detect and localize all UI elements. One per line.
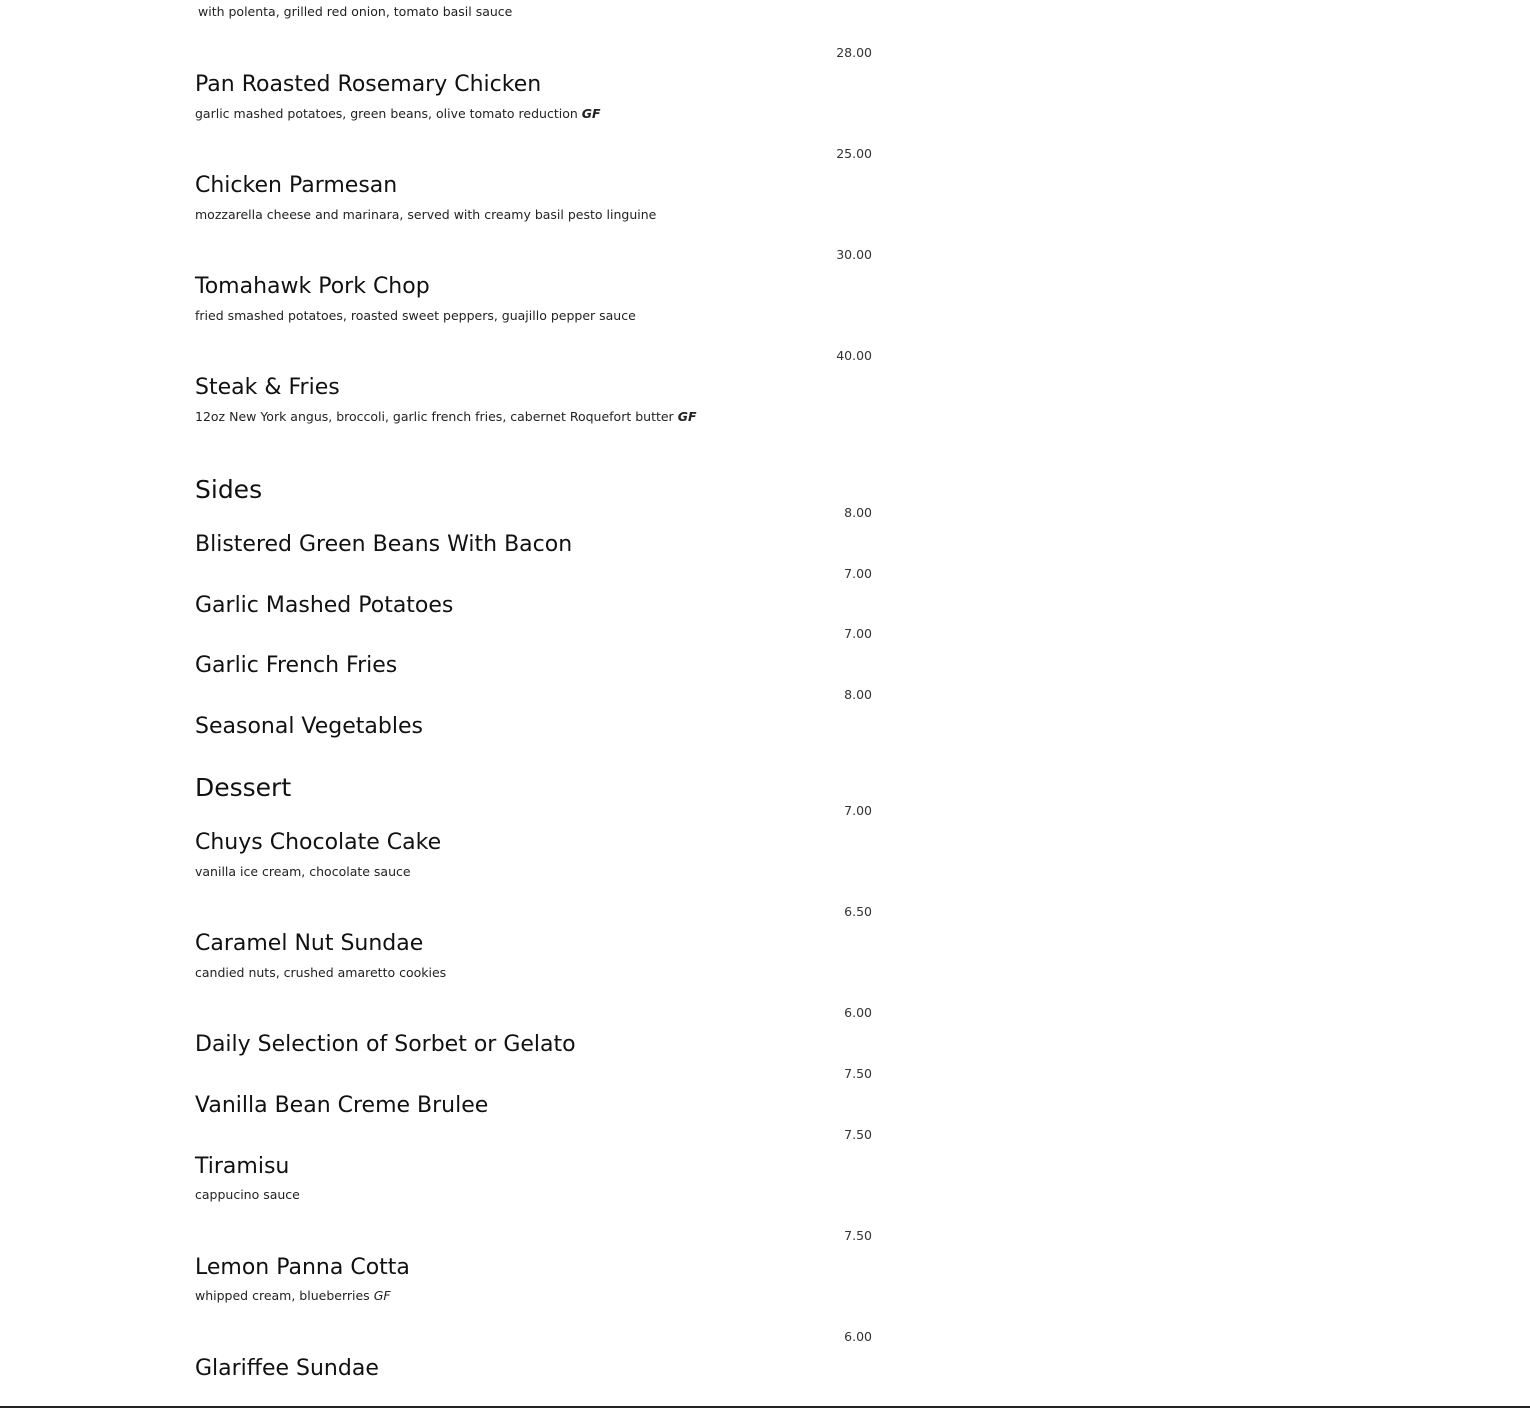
item-description: garlic mashed potatoes, green beans, olive tomato reduction GF [195,106,601,121]
item-price: 8.00 [844,505,872,520]
item-description: whipped cream, blueberries GF [195,1288,391,1303]
item-price: 7.00 [844,803,872,818]
carryover-item-description: with polenta, grilled red onion, tomato basil sauce [198,4,513,19]
gluten-free-tag: GF [581,106,601,121]
item-price: 25.00 [836,146,872,161]
item-description: mozzarella cheese and marinara, served with creamy basil pesto linguine [195,207,657,222]
item-price: 7.50 [844,1228,872,1243]
bottom-divider [0,1406,1530,1408]
item-name: Caramel Nut Sundae [195,931,424,956]
item-description: vanilla ice cream, chocolate sauce [195,864,411,879]
item-name: Steak & Fries [195,375,340,400]
item-description: fried smashed potatoes, roasted sweet peppers, guajillo pepper sauce [195,308,636,323]
item-name: Vanilla Bean Creme Brulee [195,1093,489,1118]
item-name: Garlic French Fries [195,653,398,678]
item-price: 7.50 [844,1127,872,1142]
section-title-sides: Sides [195,475,263,504]
item-price: 6.50 [844,904,872,919]
item-price: 40.00 [836,348,872,363]
item-name: Pan Roasted Rosemary Chicken [195,72,542,97]
item-price: 8.00 [844,687,872,702]
item-price: 6.00 [844,1005,872,1020]
item-name: Glariffee Sundae [195,1356,379,1381]
section-title-dessert: Dessert [195,773,292,802]
item-name: Tomahawk Pork Chop [195,274,430,299]
item-name: Garlic Mashed Potatoes [195,593,454,618]
item-price: 7.00 [844,626,872,641]
item-name: Chicken Parmesan [195,173,398,198]
item-name: Tiramisu [195,1154,290,1179]
item-name: Seasonal Vegetables [195,714,423,739]
item-price: 7.00 [844,566,872,581]
item-description: cappucino sauce [195,1187,300,1202]
item-price: 28.00 [836,45,872,60]
item-name: Lemon Panna Cotta [195,1255,410,1280]
item-description: 12oz New York angus, broccoli, garlic french fries, cabernet Roquefort butter GF [195,409,697,424]
item-name: Daily Selection of Sorbet or Gelato [195,1032,576,1057]
item-price: 7.50 [844,1066,872,1081]
item-price: 6.00 [844,1329,872,1344]
item-name: Blistered Green Beans With Bacon [195,532,573,557]
item-price: 30.00 [836,247,872,262]
item-description: candied nuts, crushed amaretto cookies [195,965,447,980]
gluten-free-tag: GF [677,409,697,424]
item-name: Chuys Chocolate Cake [195,830,442,855]
gluten-free-tag: GF [373,1288,391,1303]
